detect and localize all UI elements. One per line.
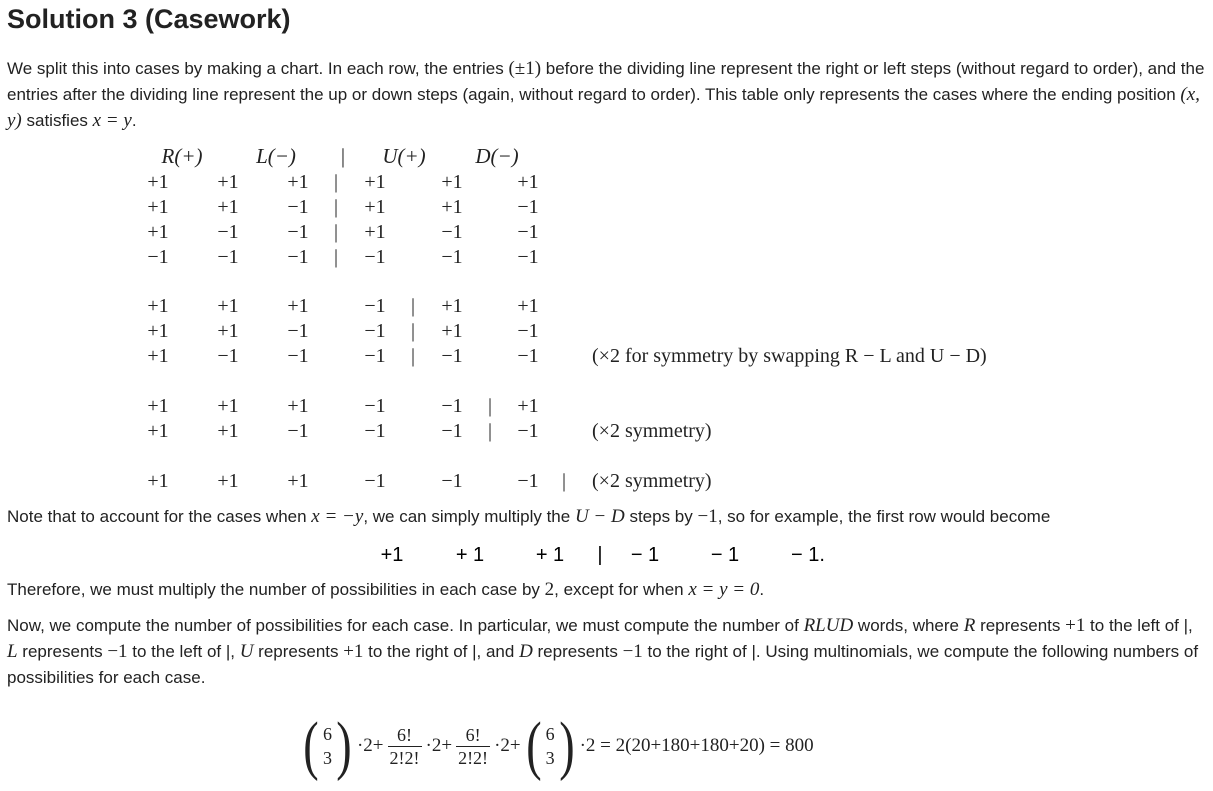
table-cell: −1 [364,320,386,342]
table-header-0: R(+) [161,144,203,168]
compute-text-2: words, where [853,616,964,635]
intro-cond: x = y [92,110,132,131]
table-cell: −1 [441,420,463,442]
therefore-text-3: . [759,580,765,599]
example-cell: + 1 [535,544,565,566]
table-cell: +1 [287,470,309,492]
table-cell: +1 [147,345,169,367]
table-cell: −1 [517,246,539,268]
note-paragraph [7,504,1207,530]
fraction-1-numerator: 6! [397,724,413,745]
table-row [147,246,538,268]
note-cond: x = −y [311,506,364,527]
compute-word: RLUD [803,615,854,636]
group-note: (×2 for symmetry by swapping R − L and U − D) [592,345,987,367]
row-divider: | [410,320,416,342]
row-divider: | [487,395,493,417]
table-row [147,420,538,442]
table-cell: −1 [364,246,386,268]
table-cell: +1 [147,420,169,442]
compute-r: R [963,615,976,636]
table-cell: +1 [364,171,386,193]
note-text-3: steps by [624,507,698,526]
table-cell: −1 [441,221,463,243]
table-cell: −1 [287,420,309,442]
right-paren: ) [558,709,575,782]
left-paren: ( [303,709,319,782]
compute-paragraph [7,613,1207,691]
table-cell: +1 [517,395,539,417]
group-note: (×2 symmetry) [592,470,712,492]
example-cell: − 1 [630,544,660,566]
table-cell: +1 [441,196,463,218]
intro-pm: (±1) [508,58,542,79]
note-text-2: , we can simply multiply the [363,507,575,526]
compute-d: D [519,641,533,662]
table-cell: −1 [287,196,309,218]
table-cell: −1 [517,196,539,218]
table-cell: +1 [441,171,463,193]
intro-text-4: . [131,111,137,130]
table-cell: +1 [147,221,169,243]
table-row [147,345,538,367]
table-cell: −1 [147,246,169,268]
page-title: Solution 3 (Casework) [7,4,291,34]
table-cell: −1 [364,345,386,367]
table-cell: −1 [441,395,463,417]
example-divider: | [597,544,603,566]
times-two-b: ·2+ [425,735,453,756]
binomial-1-bottom: 3 [322,748,332,768]
group-note: (×2 symmetry) [592,420,712,442]
table-cell: −1 [517,320,539,342]
binomial-1 [300,709,355,782]
fraction-1-denominator: 2!2! [389,747,420,768]
table-cell: +1 [147,470,169,492]
table-cell: +1 [147,295,169,317]
compute-minus-one-b: −1 [622,641,643,662]
table-row [147,171,538,193]
table-cell: +1 [217,295,239,317]
final-equation [300,706,920,786]
table-cell: −1 [517,470,539,492]
intro-text-1: We split this into cases by making a chart. In each row, the entries [7,59,509,78]
compute-minus-one-a: −1 [107,641,128,662]
example-cell: +1 [380,544,404,566]
table-row [147,221,538,243]
row-divider: | [561,470,567,492]
binomial-1-stack [323,722,332,770]
table-cell: −1 [364,295,386,317]
table-cell: −1 [364,470,386,492]
fraction-2-denominator: 2!2! [458,747,489,768]
row-divider: | [487,420,493,442]
table-header-divider: | [340,144,346,168]
table-row [147,395,538,417]
table-cell: +1 [287,295,309,317]
table-cell: +1 [217,470,239,492]
example-cell: + 1 [455,544,485,566]
binomial-2-bottom: 3 [545,748,555,768]
table-cell: −1 [441,470,463,492]
table-row [147,295,538,317]
table-cell: −1 [217,345,239,367]
table-cell: +1 [441,320,463,342]
compute-text-3: represents [975,616,1066,635]
table-row [147,470,566,492]
table-cell: +1 [217,196,239,218]
row-divider: | [333,221,339,243]
table-cell: +1 [217,320,239,342]
therefore-text-1: Therefore, we must multiply the number of possibilities in each case by [7,580,545,599]
intro-xy: (x, y) [7,84,1200,131]
binomial-2-stack [546,722,555,770]
table-cell: −1 [441,345,463,367]
compute-u: U [239,641,254,662]
row-divider: | [333,171,339,193]
therefore-paragraph [7,577,1207,603]
left-paren: ( [525,709,542,782]
table-cell: +1 [147,320,169,342]
row-divider: | [333,196,339,218]
example-row [0,536,1213,576]
table-cell: −1 [217,221,239,243]
fraction-1 [388,724,422,769]
table-cell: −1 [287,246,309,268]
fraction-2-numerator: 6! [465,724,481,745]
row-divider: | [333,246,339,268]
times-two-a: ·2+ [356,735,384,756]
table-cell: +1 [364,196,386,218]
table-cell: −1 [287,320,309,342]
table-cell: −1 [517,420,539,442]
example-cell: − 1 [710,544,740,566]
table-header-1: L(−) [256,144,296,168]
table-cell: +1 [147,171,169,193]
table-cell: −1 [287,221,309,243]
binomial-2 [523,709,578,782]
table-cell: −1 [517,345,539,367]
table-row [147,196,538,218]
binomial-2-top: 6 [545,724,555,744]
table-cell: +1 [147,395,169,417]
note-neg: −1 [697,506,718,527]
table-cell: +1 [217,395,239,417]
fraction-2 [456,724,490,769]
table-cell: −1 [441,246,463,268]
note-text-1: Note that to account for the cases when [7,507,312,526]
therefore-text-2: , except for when [554,580,689,599]
equation-result: ·2 = 2(20+180+180+20) = 800 [579,735,814,756]
row-divider: | [410,295,416,317]
compute-text-4: to the left of |, [1085,616,1193,635]
table-cell: −1 [364,420,386,442]
compute-plus-one-a: +1 [1065,615,1086,636]
table-cell: +1 [287,395,309,417]
example-cell: − 1. [791,544,825,566]
row-divider: | [410,345,416,367]
times-two-c: ·2+ [494,735,521,756]
note-ud: U − D [574,506,625,527]
table-cell: +1 [517,171,539,193]
table-header-4: D(−) [475,144,519,168]
binomial-1-top: 6 [322,724,332,744]
compute-text-6: to the left of |, [127,642,240,661]
table-cell: +1 [287,171,309,193]
table-cell: −1 [517,221,539,243]
table-row [147,320,538,342]
intro-text-3: satisfies [21,111,93,130]
table-header-3: U(+) [382,144,426,168]
compute-text-10: to the right of |. Using multinomials, we compute the following numbers of possibilities for each case. [7,642,1199,687]
note-text-4: , so for example, the first row would become [717,507,1051,526]
compute-text-9: represents [532,642,623,661]
table-cell: −1 [287,345,309,367]
compute-text-1: Now, we compute the number of possibilities for each case. In particular, we must compute the number of [7,616,804,635]
table-cell: +1 [517,295,539,317]
therefore-cond: x = y = 0 [688,579,760,600]
right-paren: ) [336,709,352,782]
table-cell: +1 [217,420,239,442]
table-cell: +1 [217,171,239,193]
compute-text-5: represents [17,642,108,661]
compute-plus-one-b: +1 [343,641,364,662]
table-cell: −1 [364,395,386,417]
therefore-two: 2 [544,579,555,600]
table-cell: −1 [217,246,239,268]
table-cell: +1 [441,295,463,317]
compute-l: L [7,641,18,662]
table-cell: +1 [364,221,386,243]
table-cell: +1 [147,196,169,218]
intro-text-2: before the dividing line represent the right or left steps (without regard to order), and the entries after the dividing line represent the up or down steps (again, without regard to order). This table only represents the cases where the ending position [7,59,1205,104]
compute-text-7: represents [253,642,344,661]
compute-text-8: to the right of |, and [363,642,520,661]
